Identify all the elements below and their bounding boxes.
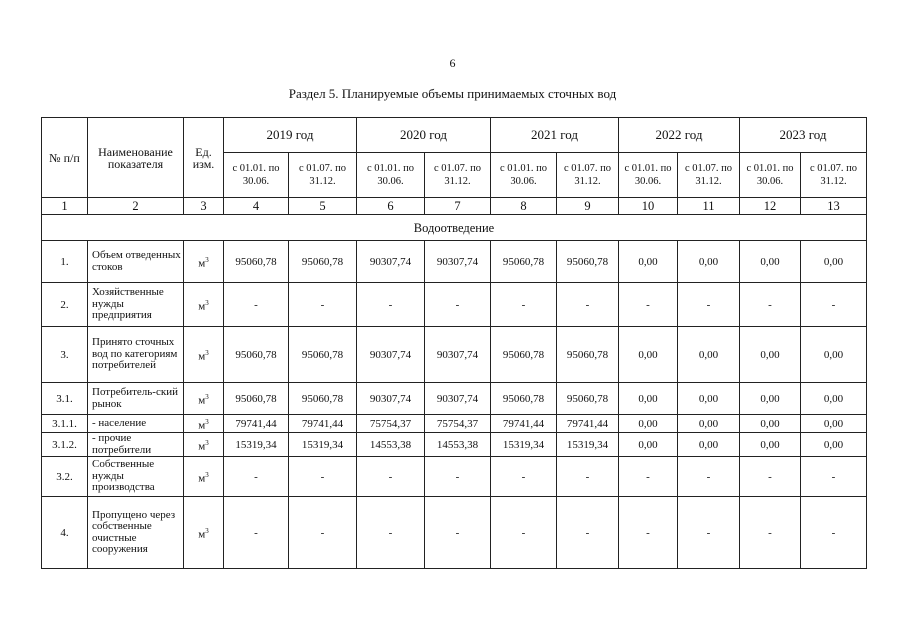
unit-power: 3	[205, 470, 209, 479]
table-row	[42, 433, 867, 457]
value-cell: 0,00	[801, 241, 867, 283]
value-cell: 95060,78	[557, 383, 619, 415]
table-row	[42, 241, 867, 283]
column-index: 10	[619, 198, 678, 215]
header-period-first-half: с 01.01. по 30.06.	[619, 153, 678, 198]
value-cell: -	[678, 457, 740, 497]
row-number: 3.1.	[42, 383, 88, 415]
value-cell: -	[678, 497, 740, 569]
unit-base: м	[198, 440, 206, 453]
row-number: 3.1.2.	[42, 433, 88, 457]
value-cell: -	[224, 497, 289, 569]
indicator-name: Принято сточных вод по категориям потребителей	[88, 327, 184, 383]
unit-base: м	[198, 472, 206, 485]
unit-cell	[184, 457, 224, 497]
value-cell: 0,00	[619, 241, 678, 283]
value-cell: -	[425, 283, 491, 327]
value-cell: -	[557, 457, 619, 497]
value-cell: 0,00	[619, 415, 678, 433]
value-cell: -	[619, 457, 678, 497]
indicator-name: - население	[88, 415, 184, 433]
header-name: Наименование показателя	[88, 118, 184, 198]
value-cell: -	[491, 283, 557, 327]
value-cell: 0,00	[678, 327, 740, 383]
indicator-name: - прочие потребители	[88, 433, 184, 457]
unit-power: 3	[205, 392, 209, 401]
column-index: 11	[678, 198, 740, 215]
value-cell: 15319,34	[491, 433, 557, 457]
column-index: 6	[357, 198, 425, 215]
table-row	[42, 383, 867, 415]
column-index: 4	[224, 198, 289, 215]
unit-power: 3	[205, 438, 209, 447]
unit-power: 3	[205, 348, 209, 357]
unit-cell	[184, 283, 224, 327]
unit-cell	[184, 327, 224, 383]
value-cell: 0,00	[801, 415, 867, 433]
value-cell: 0,00	[619, 433, 678, 457]
value-cell: 90307,74	[425, 327, 491, 383]
value-cell: 95060,78	[224, 383, 289, 415]
value-cell: 90307,74	[357, 241, 425, 283]
value-cell: 0,00	[740, 383, 801, 415]
indicator-name: Собственные нужды производства	[88, 457, 184, 497]
unit-power: 3	[205, 298, 209, 307]
value-cell: 0,00	[740, 433, 801, 457]
page-number: 6	[449, 56, 456, 70]
row-number: 3.2.	[42, 457, 88, 497]
value-cell: 0,00	[801, 433, 867, 457]
row-number: 1.	[42, 241, 88, 283]
indicator-name: Пропущено через собственные очистные сооружения	[88, 497, 184, 569]
value-cell: 79741,44	[224, 415, 289, 433]
value-cell: -	[491, 497, 557, 569]
unit-power: 3	[205, 255, 209, 264]
table-body	[42, 215, 867, 569]
value-cell: 95060,78	[289, 241, 357, 283]
header-unit: Ед. изм.	[184, 118, 224, 198]
header-period-first-half: с 01.01. по 30.06.	[491, 153, 557, 198]
unit-cell	[184, 415, 224, 433]
value-cell: 0,00	[619, 383, 678, 415]
value-cell: 79741,44	[491, 415, 557, 433]
header-period-first-half: с 01.01. по 30.06.	[357, 153, 425, 198]
value-cell: 15319,34	[289, 433, 357, 457]
header-row-years	[42, 118, 867, 153]
value-cell: 0,00	[740, 327, 801, 383]
value-cell: 75754,37	[357, 415, 425, 433]
section-row	[42, 215, 867, 241]
header-year-2019: 2019 год	[224, 118, 357, 153]
unit-cell	[184, 433, 224, 457]
section-label: Водоотведение	[42, 215, 867, 241]
value-cell: -	[740, 283, 801, 327]
value-cell: 95060,78	[557, 241, 619, 283]
header-year-2020: 2020 год	[357, 118, 491, 153]
value-cell: 95060,78	[491, 241, 557, 283]
column-index: 1	[42, 198, 88, 215]
header-year-2022: 2022 год	[619, 118, 740, 153]
value-cell: -	[289, 457, 357, 497]
row-number: 3.	[42, 327, 88, 383]
value-cell: 0,00	[678, 433, 740, 457]
value-cell: 95060,78	[491, 327, 557, 383]
value-cell: -	[619, 497, 678, 569]
value-cell: 15319,34	[557, 433, 619, 457]
value-cell: -	[557, 497, 619, 569]
value-cell: 0,00	[801, 327, 867, 383]
value-cell: 90307,74	[425, 383, 491, 415]
unit-cell	[184, 497, 224, 569]
value-cell: -	[357, 283, 425, 327]
column-index: 3	[184, 198, 224, 215]
value-cell: -	[557, 283, 619, 327]
value-cell: 90307,74	[425, 241, 491, 283]
table-row	[42, 415, 867, 433]
value-cell: 90307,74	[357, 327, 425, 383]
header-period-second-half: с 01.07. по 31.12.	[801, 153, 867, 198]
value-cell: 79741,44	[557, 415, 619, 433]
unit-cell	[184, 241, 224, 283]
indicator-name: Хозяйственные нужды предприятия	[88, 283, 184, 327]
header-period-first-half: с 01.01. по 30.06.	[224, 153, 289, 198]
column-index: 5	[289, 198, 357, 215]
value-cell: 0,00	[619, 327, 678, 383]
value-cell: -	[425, 497, 491, 569]
row-number: 3.1.1.	[42, 415, 88, 433]
column-index: 2	[88, 198, 184, 215]
column-index: 12	[740, 198, 801, 215]
value-cell: 90307,74	[357, 383, 425, 415]
table-row	[42, 283, 867, 327]
value-cell: 95060,78	[224, 327, 289, 383]
indicator-name: Потребитель-ский рынок	[88, 383, 184, 415]
value-cell: 79741,44	[289, 415, 357, 433]
value-cell: -	[491, 457, 557, 497]
unit-base: м	[198, 419, 206, 432]
unit-power: 3	[205, 417, 209, 426]
value-cell: -	[801, 457, 867, 497]
wastewater-table	[41, 117, 867, 569]
value-cell: 95060,78	[289, 327, 357, 383]
section-title: Раздел 5. Планируемые объемы принимаемых сточных вод	[288, 86, 617, 101]
value-cell: 0,00	[678, 415, 740, 433]
value-cell: -	[801, 283, 867, 327]
value-cell: 0,00	[678, 383, 740, 415]
column-index: 9	[557, 198, 619, 215]
column-index-row	[42, 198, 867, 215]
header-period-first-half: с 01.01. по 30.06.	[740, 153, 801, 198]
unit-base: м	[198, 257, 206, 270]
unit-base: м	[198, 350, 206, 363]
row-number: 4.	[42, 497, 88, 569]
indicator-name: Объем отведенных стоков	[88, 241, 184, 283]
unit-power: 3	[205, 526, 209, 535]
value-cell: 0,00	[740, 241, 801, 283]
table-row	[42, 327, 867, 383]
value-cell: -	[619, 283, 678, 327]
header-period-second-half: с 01.07. по 31.12.	[557, 153, 619, 198]
value-cell: -	[740, 497, 801, 569]
header-year-2021: 2021 год	[491, 118, 619, 153]
row-number: 2.	[42, 283, 88, 327]
column-index: 7	[425, 198, 491, 215]
value-cell: -	[224, 283, 289, 327]
value-cell: 14553,38	[357, 433, 425, 457]
table-row	[42, 497, 867, 569]
value-cell: 95060,78	[491, 383, 557, 415]
value-cell: 15319,34	[224, 433, 289, 457]
unit-cell	[184, 383, 224, 415]
value-cell: 0,00	[740, 415, 801, 433]
value-cell: 75754,37	[425, 415, 491, 433]
column-index: 8	[491, 198, 557, 215]
header-period-second-half: с 01.07. по 31.12.	[289, 153, 357, 198]
value-cell: -	[224, 457, 289, 497]
value-cell: 14553,38	[425, 433, 491, 457]
value-cell: -	[357, 497, 425, 569]
value-cell: 95060,78	[289, 383, 357, 415]
value-cell: 0,00	[678, 241, 740, 283]
value-cell: -	[740, 457, 801, 497]
column-index: 13	[801, 198, 867, 215]
unit-base: м	[198, 394, 206, 407]
value-cell: -	[357, 457, 425, 497]
unit-base: м	[198, 528, 206, 541]
unit-base: м	[198, 300, 206, 313]
header-num: № п/п	[42, 118, 88, 198]
table-row	[42, 457, 867, 497]
header-year-2023: 2023 год	[740, 118, 867, 153]
value-cell: 0,00	[801, 383, 867, 415]
header-period-second-half: с 01.07. по 31.12.	[425, 153, 491, 198]
value-cell: -	[289, 283, 357, 327]
value-cell: -	[289, 497, 357, 569]
value-cell: -	[425, 457, 491, 497]
header-period-second-half: с 01.07. по 31.12.	[678, 153, 740, 198]
value-cell: -	[678, 283, 740, 327]
value-cell: 95060,78	[557, 327, 619, 383]
value-cell: 95060,78	[224, 241, 289, 283]
value-cell: -	[801, 497, 867, 569]
